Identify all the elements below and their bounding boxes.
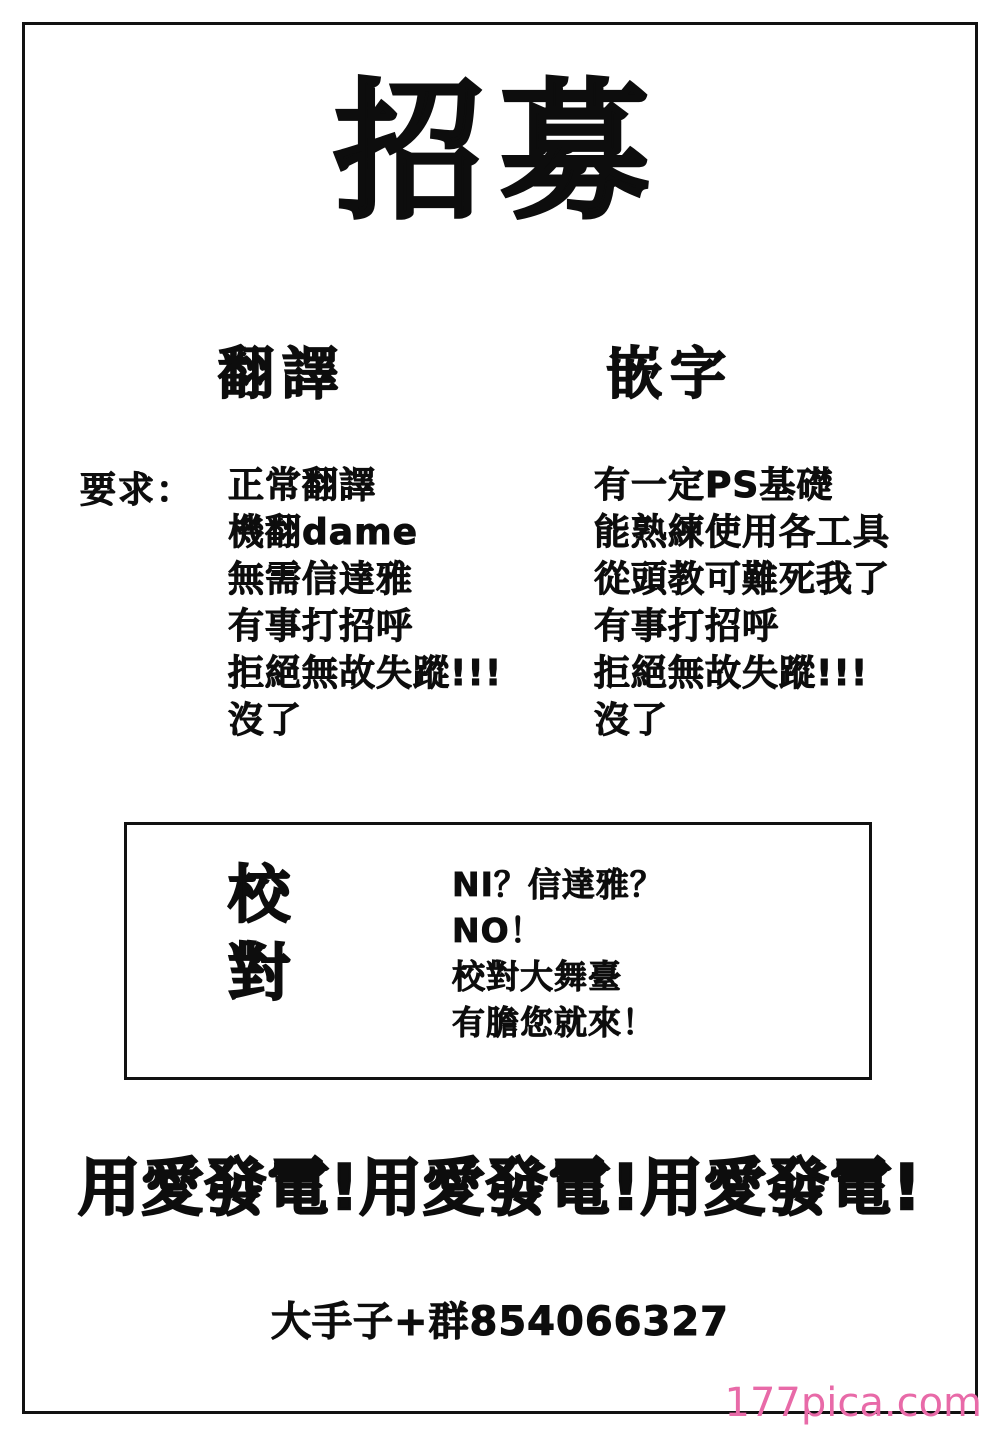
contact-text: 大手子+群854066327 [270,1299,729,1345]
proofread-text [452,862,664,1046]
list-item: 有事打招呼 [228,606,414,647]
list-item: NO！ [452,911,544,950]
list-item: 正常翻譯 [228,465,377,506]
column-headings [0,330,1000,410]
list-item: 校對大舞臺 [452,957,622,996]
list-item: 拒絕無故失蹤!!! [594,653,869,694]
list-item: 有事打招呼 [594,606,780,647]
page-title: 招募 [333,66,666,240]
list-item: 從頭教可難死我了 [594,559,891,600]
slogan-text: 用愛發電!用愛發電!用愛發電! [78,1151,922,1224]
list-item: 沒了 [228,700,303,741]
proofread-label [200,856,320,1012]
proofread-label-line2: 對 [227,936,292,1009]
watermark: 177pica.com [724,1380,982,1426]
list-item: 無需信達雅 [228,559,414,600]
column-heading-typesetting: 嵌字 [606,342,734,407]
list-item: 機翻dame [228,512,418,553]
typesetting-requirement-list [594,462,890,744]
list-item: 有一定PS基礎 [594,465,834,506]
list-item: 能熟練使用各工具 [594,512,891,553]
requirement-label: 要求： [80,470,195,511]
translation-requirement-list [228,462,502,744]
list-item: 有膽您就來！ [452,1003,656,1042]
proofread-label-line1: 校 [227,858,292,931]
column-heading-translation: 翻譯 [218,342,346,407]
list-item: 拒絕無故失蹤!!! [228,653,503,694]
list-item: 沒了 [594,700,669,741]
list-item: NI？信達雅？ [452,865,664,904]
